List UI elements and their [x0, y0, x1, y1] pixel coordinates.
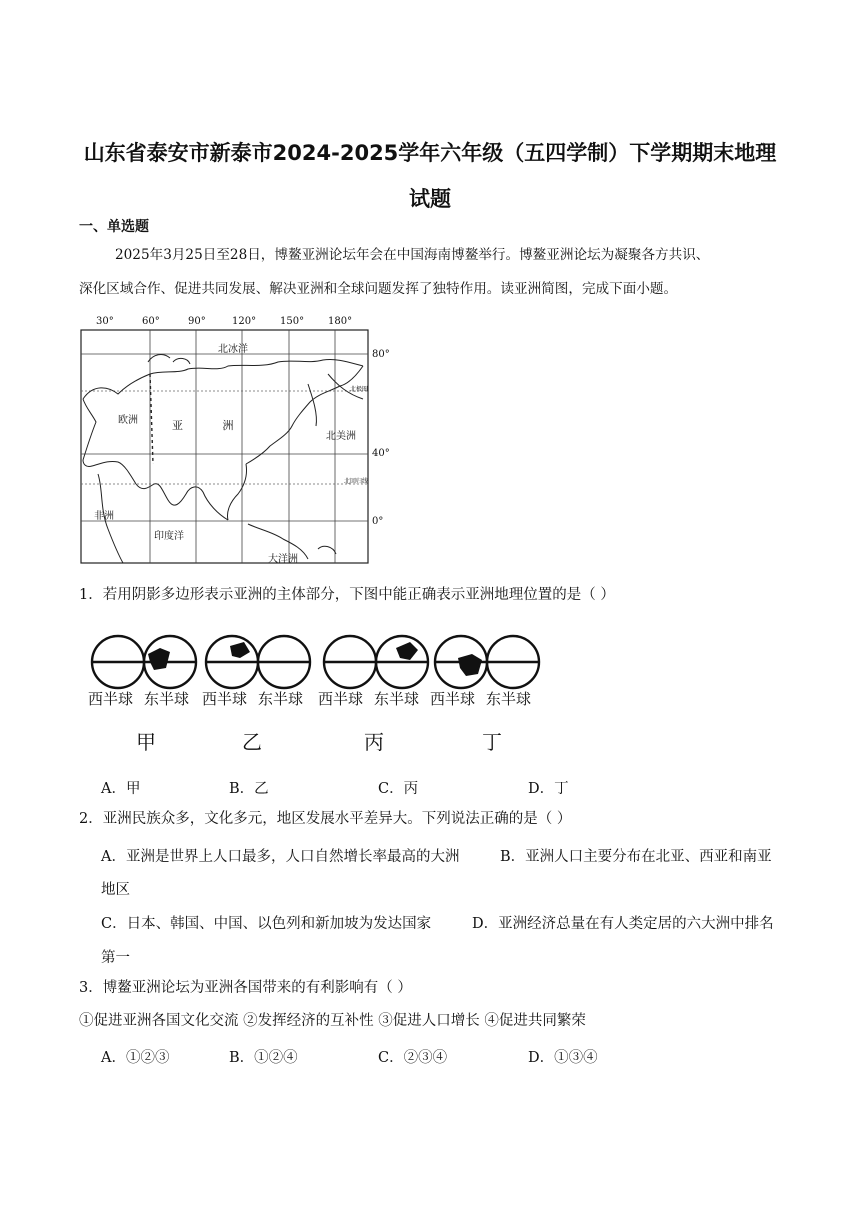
map-label-indian-ocean: 印度洋	[154, 531, 184, 542]
figure-label-ding: 丁	[482, 730, 502, 754]
hemisphere-label-west: 西半球	[88, 690, 134, 708]
hemisphere-label-east: 东半球	[486, 690, 532, 708]
figure-label-jia: 甲	[136, 730, 156, 754]
q1-option-d[interactable]: D．丁	[528, 781, 569, 797]
asia-shape-ding	[458, 654, 482, 676]
map-label-africa: 非洲	[94, 511, 114, 522]
map-lon-label: 120°	[232, 316, 257, 327]
hemisphere-label-west: 西半球	[202, 690, 248, 708]
hemisphere-label-west: 西半球	[318, 690, 364, 708]
map-label-arctic-ocean: 北冰洋	[218, 344, 248, 355]
map-label-asia: 亚 洲	[172, 419, 252, 432]
hemisphere-label-east: 东半球	[258, 690, 304, 708]
map-label-north-america: 北美洲	[326, 431, 356, 442]
q1-option-c[interactable]: C．丙	[378, 781, 419, 797]
q2-option-a[interactable]: A．亚洲是世界上人口最多，人口自然增长率最高的大洲	[101, 849, 460, 865]
map-lon-label: 150°	[280, 316, 305, 327]
doc-title-line1: 山东省泰安市新泰市2024-2025学年六年级（五四学制）下学期期末地理	[83, 141, 777, 165]
q3-items: ①促进亚洲各国文化交流 ②发挥经济的互补性 ③促进人口增长 ④促进共同繁荣	[79, 1013, 586, 1029]
q3-stem: 3．博鳌亚洲论坛为亚洲各国带来的有利影响有（ ）	[79, 980, 412, 996]
map-lat-label: 0°	[372, 516, 384, 527]
map-lon-label: 30°	[96, 316, 114, 327]
figure-label-bing: 丙	[364, 730, 384, 754]
map-label-oceania: 大洋洲	[268, 554, 298, 565]
q2-stem: 2．亚洲民族众多，文化多元，地区发展水平差异大。下列说法正确的是（ ）	[79, 811, 572, 827]
q3-option-c[interactable]: C．②③④	[378, 1050, 448, 1066]
q2-option-d-cont: 第一	[101, 950, 130, 966]
map-lon-label: 60°	[142, 316, 160, 327]
q1-option-b[interactable]: B．乙	[229, 781, 269, 797]
doc-title-line2: 试题	[409, 187, 451, 211]
map-lat-label: 80°	[372, 349, 390, 360]
q3-option-d[interactable]: D．①③④	[528, 1050, 598, 1066]
asia-shape-bing	[396, 642, 418, 660]
intro-line-1: 2025年3月25日至28日，博鳌亚洲论坛年会在中国海南博鳌举行。博鳌亚洲论坛为凝聚各方共识、	[115, 247, 710, 263]
map-label-tropic: 北回归线	[344, 478, 369, 485]
hemisphere-label-west: 西半球	[430, 690, 476, 708]
q1-option-a[interactable]: A．甲	[101, 781, 141, 797]
asia-shape-yi	[230, 642, 250, 658]
q1-stem: 1．若用阴影多边形表示亚洲的主体部分，下图中能正确表示亚洲地理位置的是（ ）	[79, 587, 615, 603]
q2-option-d[interactable]: D．亚洲经济总量在有人类定居的六大洲中排名	[472, 916, 774, 932]
asia-shape-jia	[148, 648, 170, 670]
hemisphere-label-east: 东半球	[144, 690, 190, 708]
hemisphere-label-east: 东半球	[374, 690, 420, 708]
q2-option-c[interactable]: C．日本、韩国、中国、以色列和新加坡为发达国家	[101, 916, 432, 932]
map-label-europe: 欧洲	[118, 415, 138, 426]
q2-option-b-cont: 地区	[101, 882, 130, 898]
map-lat-label: 40°	[372, 448, 390, 459]
intro-line-2: 深化区域合作、促进共同发展、解决亚洲和全球问题发挥了独特作用。读亚洲简图，完成下面小题。	[79, 281, 678, 297]
figure-label-yi: 乙	[242, 730, 262, 754]
map-label-arctic-circle: 北极圈	[350, 386, 369, 393]
section-heading: 一、单选题	[79, 219, 149, 235]
q2-option-b[interactable]: B．亚洲人口主要分布在北亚、西亚和南亚	[500, 849, 772, 865]
map-lon-label: 180°	[328, 316, 353, 327]
q3-option-a[interactable]: A．①②③	[101, 1050, 170, 1066]
q3-option-b[interactable]: B．①②④	[229, 1050, 298, 1066]
hemisphere-figure	[88, 630, 548, 755]
map-lon-label: 90°	[188, 316, 206, 327]
asia-map	[78, 314, 388, 566]
